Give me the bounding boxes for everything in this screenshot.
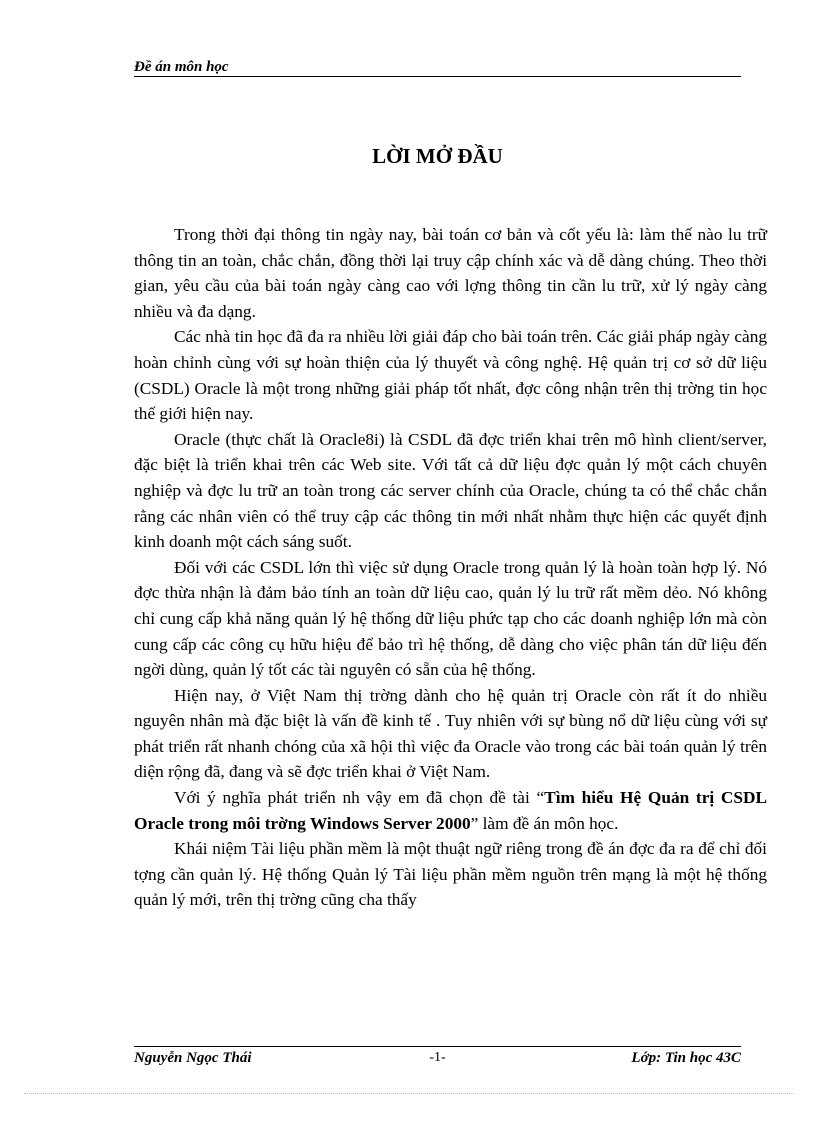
paragraph-6: [134, 785, 767, 836]
paragraph-6-after: ” làm đề án môn học.: [470, 813, 619, 833]
footer-class: Lớp: Tin học 43C: [631, 1050, 741, 1066]
page-bottom-edge: [24, 1093, 794, 1094]
page-title: LỜI MỞ ĐẦU: [372, 144, 503, 168]
document-body: [134, 222, 767, 913]
paragraph-1: Trong thời đại thông tin ngày nay, bài toán cơ bản và cốt yếu là: làm thế nào lu trữ thông tin an toàn, chắc chắn, đồng thời lại truy cập chính xác và dễ dàng chúng. Theo thời gian, yêu cầu của bài toán ngày càng cao với lợng thông tin cần lu trữ, xử lý ngày càng nhiều và đa dạng.: [134, 225, 767, 321]
header-text: Đề án môn học: [134, 59, 229, 75]
footer-divider: [134, 1046, 741, 1047]
paragraph-6-before: Với ý nghĩa phát triển nh vậy em đã chọn đề tài “: [174, 788, 545, 808]
paragraph-3: Oracle (thực chất là Oracle8i) là CSDL đã đợc triển khai trên mô hình client/server, đặc biệt là triển khai trên các Web site. Với tất cả dữ liệu đợc quản lý một cách chuyên nghiệp và đợc lu trữ an toàn trong các server chính của Oracle, chúng ta có thể chắc chắn rằng các nhân viên có thể truy cập các thông tin mới nhất nhằm thực hiện các quyết định kinh doanh một cách sáng suốt.: [134, 429, 767, 552]
page-footer: [134, 1049, 741, 1067]
paragraph-7: Khái niệm Tài liệu phần mềm là một thuật ngữ riêng trong đề án đợc đa ra để chỉ đối tợng cần quản lý. Hệ thống Quản lý Tài liệu phần mềm nguồn trên mạng là một hệ thống quản lý mới, trên thị trờng cũng cha thấy: [134, 839, 767, 910]
paragraph-4: Đối với các CSDL lớn thì việc sử dụng Oracle trong quản lý là hoàn toàn hợp lý. Nó đợc thừa nhận là đảm bảo tính an toàn dữ liệu cao, quản lý lu trữ rất mềm dẻo. Nó không chỉ cung cấp khả năng quản lý hệ thống dữ liệu phức tạp cho các doanh nghiệp lớn mà còn cung cấp các công cụ hữu hiệu để bảo trì hệ thống, dễ dàng cho việc phân tán dữ liệu đến ngời dùng, quản lý tốt các tài nguyên có sẵn của hệ thống.: [134, 557, 767, 680]
paragraph-2: Các nhà tin học đã đa ra nhiều lời giải đáp cho bài toán trên. Các giải pháp ngày càng hoàn chỉnh cùng với sự hoàn thiện của lý thuyết và công nghệ. Hệ quản trị cơ sở dữ liệu (CSDL) Oracle là một trong những giải pháp tốt nhất, đợc công nhận trên thị trờng tin học thế giới hiện nay.: [134, 327, 767, 424]
thesis-topic: Tìm hiểu Hệ Quản trị CSDL Oracle trong môi trờng Windows Server 2000: [134, 788, 767, 833]
page-number: -1-: [429, 1050, 446, 1065]
footer-author: Nguyễn Ngọc Thái: [134, 1050, 252, 1066]
paragraph-5: Hiện nay, ở Việt Nam thị trờng dành cho hệ quản trị Oracle còn rất ít do nhiều nguyên nhân mà đặc biệt là vấn đề kinh tế . Tuy nhiên với sự bùng nổ dữ liệu cùng với sự phát triển rất nhanh chóng của xã hội thì việc đa Oracle vào trong các bài toán quản lý trên diện rộng đã, đang và sẽ đợc triển khai ở Việt Nam.: [134, 685, 767, 782]
page-header: [134, 56, 741, 77]
